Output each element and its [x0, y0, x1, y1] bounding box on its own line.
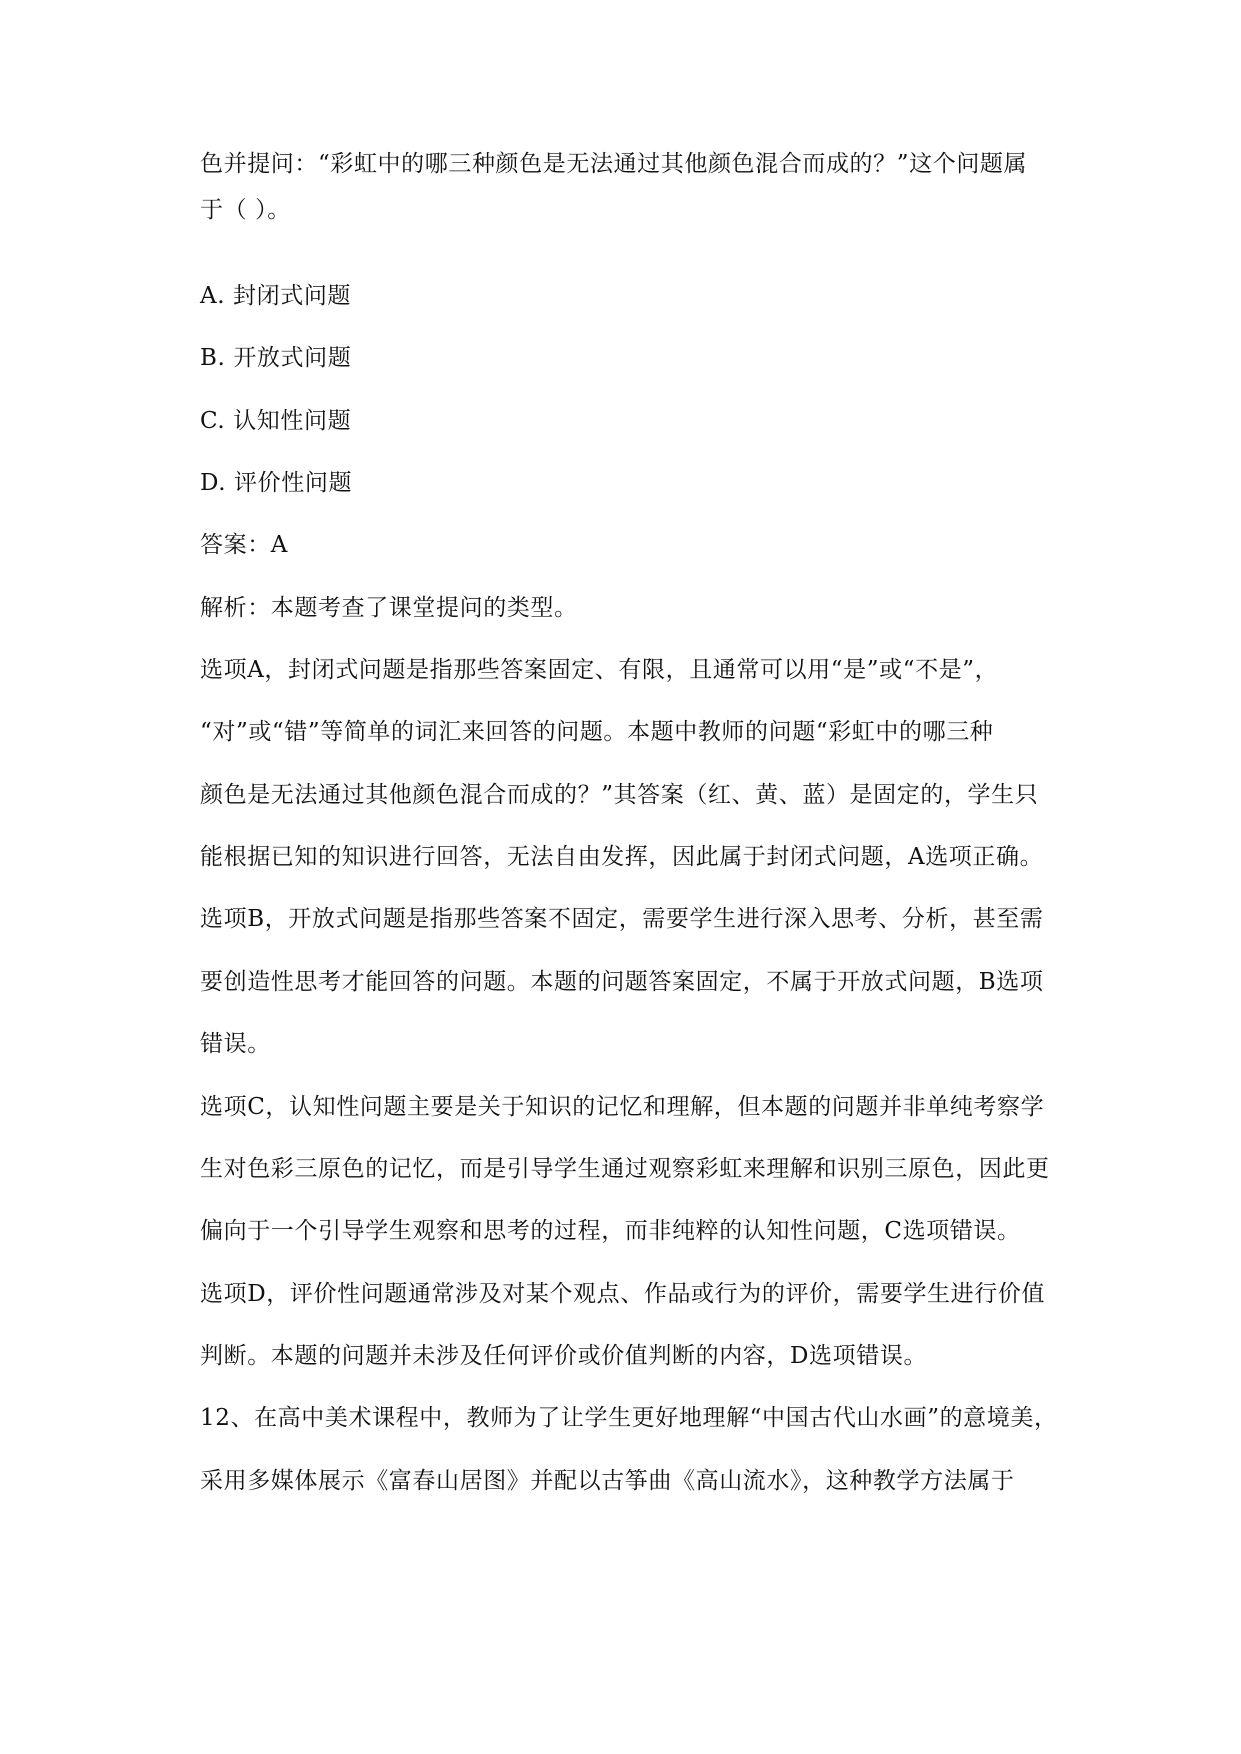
option-b: B. 开放式问题: [200, 345, 352, 371]
analysis-line: 选项B，开放式问题是指那些答案不固定，需要学生进行深入思考、分析，甚至需: [200, 906, 1044, 932]
answer-line: 答案：A: [200, 532, 289, 558]
question-12-line: 采用多媒体展示《富春山居图》并配以古筝曲《高山流水》，这种教学方法属于: [200, 1468, 1015, 1494]
analysis-line: 选项C，认知性问题主要是关于知识的记忆和理解，但本题的问题并非单纯考察学: [200, 1094, 1045, 1120]
analysis-line: 选项A，封闭式问题是指那些答案固定、有限，且通常可以用“是”或“不是”，: [200, 657, 999, 683]
analysis-line: 要创造性思考才能回答的问题。本题的问题答案固定，不属于开放式问题，B选项: [200, 969, 1044, 995]
analysis-line: 判断。本题的问题并未涉及任何评价或价值判断的内容，D选项错误。: [200, 1343, 928, 1369]
option-a: A. 封闭式问题: [200, 283, 352, 309]
analysis-line: 选项D，评价性问题通常涉及对某个观点、作品或行为的评价，需要学生进行价值: [200, 1281, 1046, 1307]
analysis-line: 偏向于一个引导学生观察和思考的过程，而非纯粹的认知性问题，C选项错误。: [200, 1218, 1021, 1244]
analysis-line: 生对色彩三原色的记忆，而是引导学生通过观察彩虹来理解和识别三原色，因此更: [200, 1156, 1050, 1182]
option-c: C. 认知性问题: [200, 408, 352, 434]
analysis-line: 颜色是无法通过其他颜色混合而成的？”其答案（红、黄、蓝）是固定的，学生只: [200, 782, 1039, 808]
option-d: D. 评价性问题: [200, 470, 353, 496]
analysis-line: “对”或“错”等简单的词汇来回答的问题。本题中教师的问题“彩虹中的哪三种: [200, 719, 994, 745]
analysis-line: 能根据已知的知识进行回答，无法自由发挥，因此属于封闭式问题，A选项正确。: [200, 844, 1044, 870]
question-text-line: 色并提问：“彩虹中的哪三种颜色是无法通过其他颜色混合而成的？”这个问题属: [200, 151, 1028, 177]
question-12-line: 12、在高中美术课程中，教师为了让学生更好地理解“中国古代山水画”的意境美，: [200, 1405, 1058, 1431]
question-text-line: 于（ ）。: [200, 197, 291, 223]
analysis-heading: 解析：本题考查了课堂提问的类型。: [200, 595, 578, 621]
analysis-line: 错误。: [200, 1031, 271, 1057]
